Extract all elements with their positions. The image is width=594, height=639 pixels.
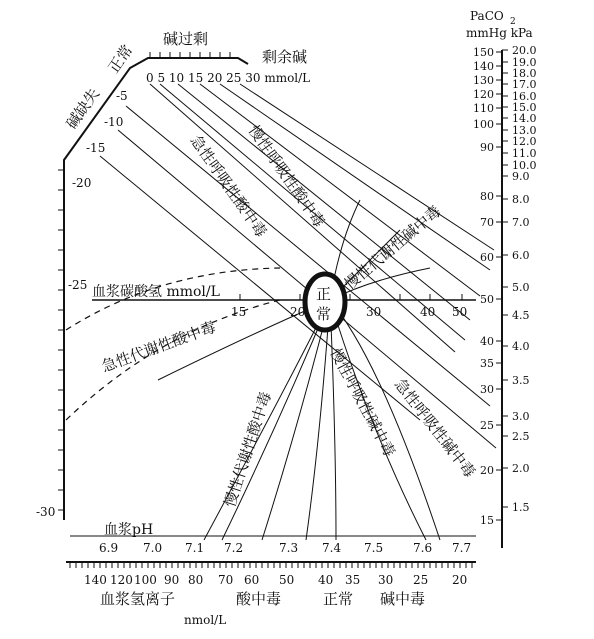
h-tick-140: 140 xyxy=(84,573,107,587)
kpa-tick-label: 20.0 xyxy=(512,44,537,57)
kpa-tick-label: 13.0 xyxy=(512,124,537,137)
mmhg-tick-label: 90 xyxy=(480,141,494,154)
kpa-tick-label: 3.0 xyxy=(512,410,530,423)
mmhg-tick-label: 15 xyxy=(480,514,494,527)
h-tick-20: 20 xyxy=(452,573,468,587)
mmhg-tick-label: 60 xyxy=(480,251,494,264)
chronic-respiratory-alkalosis-label: 慢性呼吸性碱中毒 xyxy=(326,345,399,460)
acute-respiratory-alkalosis-label: 急性呼吸性碱中毒 xyxy=(390,375,479,482)
chronic-metabolic-alkalosis-label: 慢性代谢性碱中毒 xyxy=(341,202,445,294)
h-tick-30: 30 xyxy=(378,573,394,587)
mmhg-tick-label: 70 xyxy=(480,216,494,229)
chronic-metabolic-acidosis-label: 慢性代谢性酸中毒 xyxy=(220,389,275,510)
base-deficit-label: 碱缺失 xyxy=(62,85,104,133)
bicarb-tick-30: 30 xyxy=(366,305,382,319)
bicarb-tick-40: 40 xyxy=(420,305,436,319)
alkalosis-range-label: 碱中毒 xyxy=(380,590,426,608)
mmhg-tick-label: 20 xyxy=(480,464,494,477)
ph-tick-6-9: 6.9 xyxy=(99,541,119,555)
be-tick-neg15: -15 xyxy=(86,141,106,155)
paco2-subscript: 2 xyxy=(510,17,516,27)
h-tick-35: 35 xyxy=(345,573,361,587)
ph-tick-7-0: 7.0 xyxy=(143,541,163,555)
mmhg-tick-label: 100 xyxy=(473,118,494,131)
kpa-tick-label: 5.0 xyxy=(512,281,530,294)
mmhg-tick-label: 110 xyxy=(473,102,494,115)
paco2-title: PaCO xyxy=(470,9,504,23)
h-tick-70: 70 xyxy=(218,573,234,587)
mmhg-tick-label: 130 xyxy=(473,74,494,87)
mmhg-tick-label: 50 xyxy=(480,293,494,306)
base-excess-label: 碱过剩 xyxy=(163,30,209,48)
acute-metabolic-acidosis-label: 急性代谢性酸中毒 xyxy=(99,317,219,376)
kpa-tick-label: 3.5 xyxy=(512,374,530,387)
normal-zone xyxy=(305,274,345,330)
normal-zone-bottom: 常 xyxy=(316,305,332,323)
normal-range-label: 正常 xyxy=(323,590,354,608)
paco2-units: mmHg kPa xyxy=(466,26,533,40)
be-tick-neg10: -10 xyxy=(104,115,124,129)
kpa-tick-group xyxy=(502,44,537,514)
h-tick-60: 60 xyxy=(244,573,260,587)
ph-tick-7-4: 7.4 xyxy=(322,541,342,555)
kpa-tick-label: 17.0 xyxy=(512,78,537,91)
h-ion-label: 血浆氢离子 xyxy=(100,590,176,608)
mmhg-tick-label: 25 xyxy=(480,419,494,432)
kpa-tick-label: 19.0 xyxy=(512,56,537,69)
mmhg-tick-label: 30 xyxy=(480,383,494,396)
h-ion-unit: nmol/L xyxy=(184,613,227,627)
mmhg-tick-label: 35 xyxy=(480,357,494,370)
ph-tick-7-7: 7.7 xyxy=(452,541,472,555)
mmhg-tick-group xyxy=(473,46,502,527)
mmhg-tick-label: 150 xyxy=(473,46,494,59)
kpa-tick-label: 18.0 xyxy=(512,67,537,80)
acute-respiratory-acidosis-label: 急性呼吸性酸中毒 xyxy=(186,131,271,241)
kpa-tick-label: 11.0 xyxy=(512,147,537,160)
ph-tick-7-5: 7.5 xyxy=(364,541,384,555)
kpa-tick-label: 1.5 xyxy=(512,501,530,514)
ph-tick-7-2: 7.2 xyxy=(224,541,244,555)
hydrogen-ion-scale xyxy=(66,562,476,627)
kpa-tick-label: 6.0 xyxy=(512,249,530,262)
kpa-tick-label: 4.5 xyxy=(512,309,530,322)
kpa-tick-label: 7.0 xyxy=(512,216,530,229)
kpa-tick-label: 16.0 xyxy=(512,90,537,103)
bicarb-tick-50: 50 xyxy=(452,305,468,319)
be-tick-neg20: -20 xyxy=(72,176,92,190)
base-excess-scale: 0 5 10 15 20 25 30 mmol/L xyxy=(146,71,311,85)
top-normal-label: 正常 xyxy=(104,41,137,77)
kpa-tick-label: 2.0 xyxy=(512,462,530,475)
h-tick-40: 40 xyxy=(318,573,334,587)
kpa-tick-label: 12.0 xyxy=(512,135,537,148)
h-tick-80: 80 xyxy=(188,573,204,587)
kpa-tick-label: 9.0 xyxy=(512,170,530,183)
bicarb-tick-15: 15 xyxy=(231,305,247,319)
ph-tick-7-1: 7.1 xyxy=(185,541,205,555)
mmhg-tick-label: 140 xyxy=(473,60,494,73)
be-tick-neg25: -25 xyxy=(68,278,88,292)
be-tick-neg30: -30 xyxy=(36,505,56,519)
kpa-tick-label: 2.5 xyxy=(512,430,530,443)
acidosis-range-label: 酸中毒 xyxy=(236,590,282,608)
mmhg-tick-label: 80 xyxy=(480,190,494,203)
be-tick-neg5: -5 xyxy=(116,89,128,103)
bicarbonate-label: 血浆碳酸氢 mmol/L xyxy=(92,284,220,300)
h-tick-50: 50 xyxy=(279,573,295,587)
h-tick-100: 100 xyxy=(134,573,157,587)
kpa-tick-label: 8.0 xyxy=(512,193,530,206)
buffer-lines xyxy=(100,84,496,448)
ph-label: 血浆pH xyxy=(104,522,154,538)
ph-tick-7-3: 7.3 xyxy=(279,541,299,555)
kpa-tick-label: 4.0 xyxy=(512,340,530,353)
kpa-tick-label: 10.0 xyxy=(512,159,537,172)
remaining-base-label: 剩余碱 xyxy=(262,48,308,66)
h-tick-90: 90 xyxy=(164,573,180,587)
ph-tick-7-6: 7.6 xyxy=(413,541,433,555)
h-tick-25: 25 xyxy=(413,573,429,587)
ph-scale xyxy=(70,521,476,555)
kpa-tick-label: 14.0 xyxy=(512,112,537,125)
chronic-respiratory-acidosis-label: 慢性呼吸性酸中毒 xyxy=(244,121,329,231)
normal-zone-top: 正 xyxy=(316,285,332,303)
mmhg-tick-label: 120 xyxy=(473,88,494,101)
kpa-tick-label: 15.0 xyxy=(512,101,537,114)
h-tick-120: 120 xyxy=(110,573,133,587)
mmhg-tick-label: 40 xyxy=(480,335,494,348)
bicarb-tick-20: 20 xyxy=(290,305,306,319)
